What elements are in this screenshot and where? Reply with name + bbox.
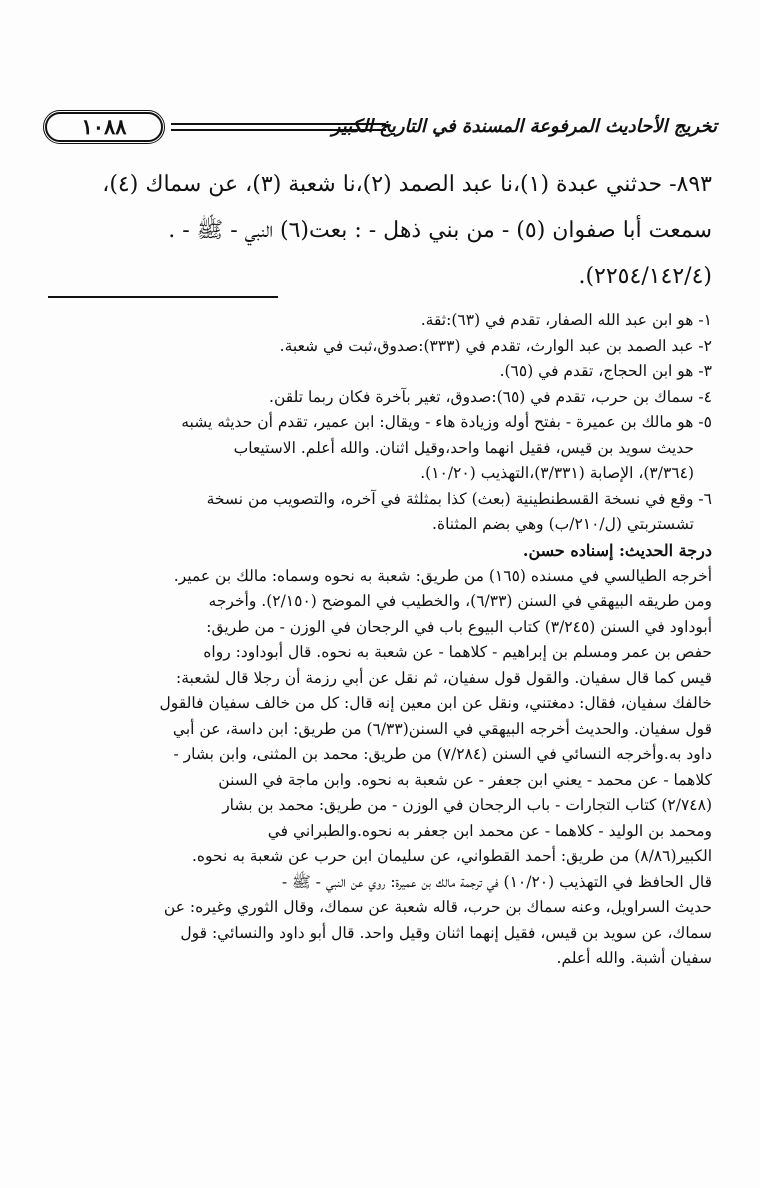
takhrij-line: خالفك سفيان، فقال: دمغتني، ونقل عن ابن معين إنه قال: كل من خالف سفيان فالقول	[159, 694, 712, 712]
footnote-3: ٣- هو ابن الحجاج، تقدم في (٦٥).	[499, 362, 712, 380]
hadith-line: ٨٩٣- حدثني عبدة (١)،نا عبد الصمد (٢)،نا شعبة (٣)، عن سماك (٤)،	[102, 172, 712, 197]
takhrij-line: أخرجه الطيالسي في مسنده (١٦٥) من طريق: شعبة به نحوه وسماه: مالك بن عمير.	[173, 566, 712, 585]
takhrij-line: قال الحافظ في التهذيب (١٠/٢٠) في ترجمة مالك بن عميرة: روي عن النبي - ﷺ -	[281, 872, 712, 891]
footnote-separator	[48, 296, 278, 298]
takhrij-line: ومحمد بن الوليد - كلاهما - عن محمد ابن جعفر به نحوه.والطبراني في	[267, 821, 712, 840]
takhrij-line: قول سفيان. والحديث أخرجه البيهقي في السنن(٦/٣٣) من طريق: ابن داسة، عن أبي	[172, 719, 712, 738]
hadith-text	[42, 162, 712, 300]
footnote-2: ٢- عبد الصمد بن عبد الوارث، تقدم في (٣٣٣):صدوق،ثبت في شعبة.	[279, 336, 712, 355]
hadith-line: (٢٢٥٤/١٤٢/٤).	[578, 264, 712, 289]
footnote-6: ٦- وقع في نسخة القسطنطينية (بعث) كذا بمثلثة في آخره، والتصويب من نسخة	[206, 489, 712, 508]
footnote-1: ١- هو ابن عبد الله الصفار، تقدم في (٦٣):ثقة.	[420, 311, 712, 329]
takhrij-line: ومن طريقه البيهقي في السنن (٦/٣٣)، والخطيب في الموضح (٢/١٥٠). وأخرجه	[208, 592, 712, 610]
header-rule	[171, 129, 386, 131]
footnotes	[40, 308, 712, 972]
takhrij-line: الكبير(٨/٨٦) من طريق: أحمد القطواني، عن سليمان ابن حرب عن شعبة به نحوه.	[191, 847, 712, 865]
takhrij-line: (٢/٧٤٨) كتاب التجارات - باب الرجحان في الوزن - من طريق: محمد بن بشار	[222, 796, 712, 814]
footnote-4: ٤- سماك بن حرب، تقدم في (٦٥):صدوق، تغير بآخرة فكان ربما تلقن.	[269, 387, 712, 406]
running-title: تخريج الأحاديث المرفوعة المسندة في التاريخ الكبير	[331, 116, 717, 137]
header-rule	[171, 123, 386, 125]
takhrij-section	[40, 564, 712, 972]
takhrij-line: سماك، عن سويد بن قيس، فقيل إنهما اثنان وقيل واحد. قال أبو داود والنسائي: قول	[180, 923, 712, 942]
takhrij-line: سفيان أشبة. والله أعلم.	[556, 949, 712, 967]
takhrij-line: حفص بن عمر ومسلم بن إبراهيم - كلاهما - عن شعبة به نحوه. قال أبوداود: رواه	[203, 643, 712, 661]
takhrij-line: أبوداود في السنن (٣/٢٤٥) كتاب البيوع باب في الرجحان في الوزن - من طريق:	[206, 617, 712, 636]
page-header	[45, 112, 717, 146]
footnote-5-cont: حديث سويد بن قيس، فقيل انهما واحد،وقيل اثنان. والله أعلم. الاستيعاب	[233, 438, 694, 457]
footnote-5-cont: (٣/٣٦٤)، الإصابة (٣/٣٣١)،التهذيب (١٠/٢٠).	[420, 464, 694, 482]
footnote-5: ٥- هو مالك بن عميرة - بفتح أوله وزيادة هاء - ويقال: ابن عمير، تقدم أن حديثه يشبه	[181, 413, 712, 431]
hadith-line: سمعت أبا صفوان (٥) - من بني ذهل - : بعت(٦) النبي - ﷺ - .	[168, 218, 712, 243]
takhrij-line: قيس كما قال سفيان. والقول قول سفيان، ثم نقل عن أبي رزمة أن رجلا قال لشعبة:	[176, 668, 712, 687]
takhrij-line: حديث السراويل، وعنه سماك بن حرب، قاله شعبة عن سماك، وقال الثوري وغيره: عن	[163, 898, 712, 916]
takhrij-line: داود به.وأخرجه النسائي في السنن (٧/٢٨٤) من طريق: محمد بن المثنى، وابن بشار -	[173, 745, 712, 763]
page-number: ١٠٨٨	[45, 112, 163, 142]
takhrij-line: كلاهما - عن محمد - يعني ابن جعفر - عن شعبة به نحوه. وابن ماجة في السنن	[218, 770, 712, 789]
footnote-6-cont: تشستربتي (ل/٢١٠/ب) وهي بضم المثناة.	[432, 515, 694, 533]
hadith-grade: درجة الحديث: إسناده حسن.	[522, 540, 712, 560]
